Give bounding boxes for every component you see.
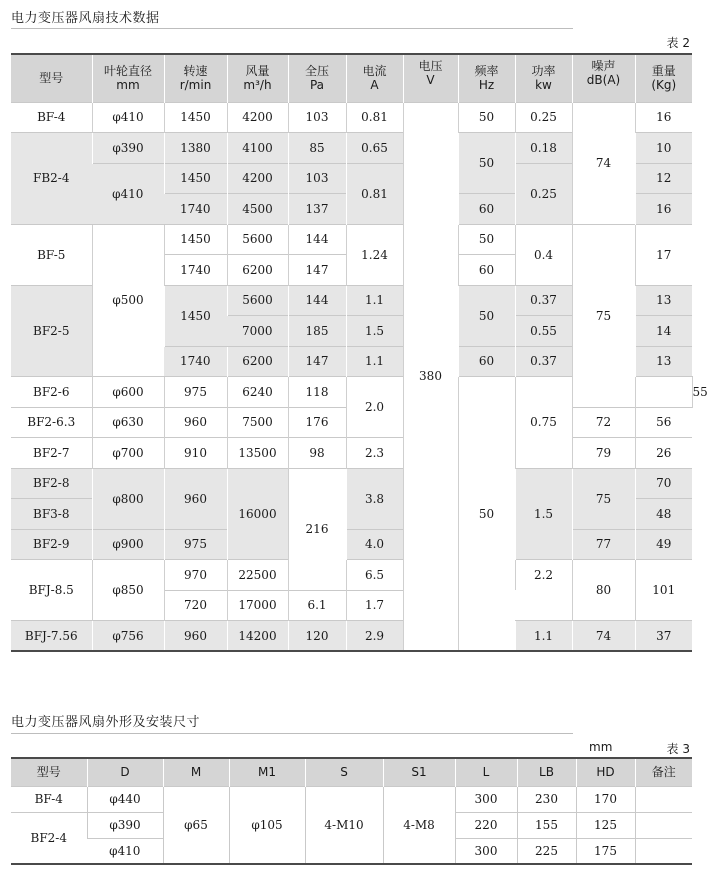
table-row	[11, 560, 692, 591]
header-weight: 重量 (Kg)	[635, 54, 692, 102]
table-row	[11, 102, 692, 133]
diameter-cell: φ600	[92, 377, 164, 408]
speed-cell: 1740	[164, 194, 227, 225]
header-frequency: 频率 Hz	[458, 54, 515, 102]
model-cell: BF2-7	[11, 438, 92, 469]
header-air-volume: 风量 m³/h	[227, 54, 288, 102]
m-cell: φ65	[163, 786, 229, 864]
header-remarks: 备注	[635, 758, 692, 786]
table-row	[11, 786, 692, 812]
speed-cell: 960	[164, 468, 227, 529]
weight-cell: 10	[635, 133, 692, 164]
model-cell: BF2-6	[11, 377, 92, 408]
air-volume-cell: 13500	[227, 438, 288, 469]
speed-cell: 1450	[164, 163, 227, 194]
noise-cell: 74	[572, 102, 635, 224]
diameter-cell: φ900	[92, 529, 164, 560]
current-cell: 2.0	[346, 377, 403, 438]
table3-title-rule	[11, 733, 573, 734]
weight-cell: 101	[635, 560, 692, 621]
header-s: S	[305, 758, 383, 786]
pressure-cell: 103	[288, 163, 346, 194]
table2-header-row	[11, 54, 692, 102]
fan-technical-data-table	[11, 53, 708, 652]
power-cell: 1.5	[515, 468, 572, 560]
frequency-cell: 50	[458, 377, 515, 652]
air-volume-cell: 6200	[227, 255, 288, 286]
pressure-cell: 147	[288, 346, 346, 377]
diameter-cell: φ630	[92, 407, 164, 438]
air-volume-cell: 7500	[227, 407, 288, 438]
lb-cell: 230	[517, 786, 576, 812]
frequency-cell: 50	[458, 102, 515, 133]
air-volume-cell: 14200	[227, 621, 288, 652]
header-noise: 噪声 dB(A)	[572, 54, 635, 102]
pressure-cell: 216	[288, 468, 346, 590]
speed-cell: 1450	[164, 102, 227, 133]
pressure-cell: 118	[288, 377, 346, 408]
table-row	[11, 468, 692, 499]
header-voltage: 电压 V	[403, 54, 458, 102]
power-cell: 1.7	[346, 590, 403, 621]
power-cell: 0.18	[515, 133, 572, 164]
air-volume-cell: 16000	[227, 468, 288, 560]
speed-cell: 1380	[164, 133, 227, 164]
weight-cell: 48	[635, 499, 692, 530]
lb-cell: 225	[517, 838, 576, 864]
speed-cell: 970	[164, 560, 227, 591]
power-cell: 0.75	[515, 377, 572, 469]
header-lb: LB	[517, 758, 576, 786]
pressure-cell: 176	[288, 407, 346, 438]
m1-cell: φ105	[229, 786, 305, 864]
speed-cell: 1450	[164, 224, 227, 255]
table-row	[11, 529, 692, 560]
model-cell: BF-5	[11, 224, 92, 285]
header-impeller-diameter: 叶轮直径 mm	[92, 54, 164, 102]
table-row: BF2-6 φ600 975 6240 118 2.0 50 0.75 55	[11, 377, 692, 408]
current-cell: 1.1	[346, 285, 403, 316]
l-cell: 220	[455, 812, 517, 838]
air-volume-cell: 22500	[227, 560, 288, 591]
model-cell: BFJ-7.56	[11, 621, 92, 652]
noise-cell	[635, 377, 692, 408]
pressure-cell: 85	[288, 133, 346, 164]
hd-cell: 170	[576, 786, 635, 812]
weight-cell: 13	[635, 285, 692, 316]
power-cell: 2.2	[515, 560, 572, 591]
l-cell: 300	[455, 838, 517, 864]
diameter-cell: φ850	[92, 560, 164, 621]
s1-cell: 4-M8	[383, 786, 455, 864]
frequency-cell: 50	[458, 133, 515, 194]
air-volume-cell: 17000	[227, 590, 288, 621]
header-d: D	[87, 758, 163, 786]
power-cell: 0.37	[515, 285, 572, 316]
header-m1: M1	[229, 758, 305, 786]
model-cell: BF-4	[11, 786, 87, 812]
frequency-cell: 50	[458, 285, 515, 346]
diameter-cell: φ800	[92, 468, 164, 529]
table3-title: 电力变压器风扇外形及安装尺寸	[11, 715, 201, 730]
weight-cell: 16	[635, 102, 692, 133]
model-cell: BF3-8	[11, 499, 92, 530]
frequency-cell: 50	[458, 224, 515, 255]
l-cell: 300	[455, 786, 517, 812]
header-speed: 转速 r/min	[164, 54, 227, 102]
header-l: L	[455, 758, 517, 786]
speed-cell: 960	[164, 407, 227, 438]
current-cell: 6.1	[288, 590, 346, 621]
remarks-cell	[635, 786, 692, 812]
current-cell: 2.9	[346, 621, 403, 652]
table-row	[11, 621, 692, 652]
speed-cell: 1740	[164, 255, 227, 286]
table3-unit: mm	[589, 740, 613, 754]
power-cell: 1.1	[515, 621, 572, 652]
header-total-pressure: 全压 Pa	[288, 54, 346, 102]
current-cell: 4.0	[346, 529, 403, 560]
model-cell: BF2-5	[11, 285, 92, 377]
current-cell: 1.1	[346, 346, 403, 377]
weight-cell: 16	[635, 194, 692, 225]
remarks-cell	[635, 838, 692, 864]
weight-cell: 56	[635, 407, 692, 438]
header-model: 型号	[11, 54, 92, 102]
pressure-cell: 144	[288, 224, 346, 255]
speed-cell: 975	[164, 377, 227, 408]
model-cell: BF2-8	[11, 468, 92, 499]
model-cell: BF2-9	[11, 529, 92, 560]
current-cell: 2.3	[346, 438, 403, 469]
weight-cell: 13	[635, 346, 692, 377]
diameter-cell: φ390	[92, 133, 164, 164]
pressure-cell: 147	[288, 255, 346, 286]
diameter-cell: φ500	[92, 224, 164, 377]
air-volume-cell: 4500	[227, 194, 288, 225]
d-cell: φ390	[87, 812, 163, 838]
header-current: 电流 A	[346, 54, 403, 102]
current-cell: 1.24	[346, 224, 403, 285]
weight-cell: 37	[635, 621, 692, 652]
pressure-cell: 120	[288, 621, 346, 652]
frequency-cell: 60	[458, 346, 515, 377]
power-cell: 0.25	[515, 163, 572, 224]
weight-cell: 26	[635, 438, 692, 469]
header-model: 型号	[11, 758, 87, 786]
weight-cell: 17	[635, 224, 692, 285]
pressure-cell: 185	[288, 316, 346, 347]
air-volume-cell: 6240	[227, 377, 288, 408]
current-cell: 0.81	[346, 163, 403, 224]
air-volume-cell: 4200	[227, 163, 288, 194]
weight-cell: 14	[635, 316, 692, 347]
air-volume-cell: 4100	[227, 133, 288, 164]
air-volume-cell: 5600	[227, 224, 288, 255]
weight-cell: 49	[635, 529, 692, 560]
weight-cell: 70	[635, 468, 692, 499]
noise-cell: 75	[572, 468, 635, 529]
power-cell: 0.4	[515, 224, 572, 285]
noise-cell: 79	[572, 438, 635, 469]
current-cell: 6.5	[346, 560, 403, 591]
pressure-cell: 98	[288, 438, 346, 469]
current-cell: 1.5	[346, 316, 403, 347]
fan-dimensions-table	[11, 757, 692, 865]
noise-cell: 80	[572, 560, 635, 621]
model-cell: BF2-6.3	[11, 407, 92, 438]
header-hd: HD	[576, 758, 635, 786]
hd-cell: 125	[576, 812, 635, 838]
table-row	[11, 438, 692, 469]
current-cell: 0.65	[346, 133, 403, 164]
power-cell: 0.37	[515, 346, 572, 377]
voltage-cell: 380	[403, 102, 458, 651]
speed-cell: 960	[164, 621, 227, 652]
speed-cell: 1450	[164, 285, 227, 346]
power-cell: 0.25	[515, 102, 572, 133]
air-volume-cell: 7000	[227, 316, 288, 347]
speed-cell: 910	[164, 438, 227, 469]
hd-cell: 175	[576, 838, 635, 864]
table2-title: 电力变压器风扇技术数据	[11, 11, 160, 26]
speed-cell: 720	[164, 590, 227, 621]
diameter-cell: φ410	[92, 102, 164, 133]
frequency-cell: 60	[458, 255, 515, 286]
model-cell: BF2-4	[11, 812, 87, 864]
current-cell: 0.81	[346, 102, 403, 133]
frequency-cell: 60	[458, 194, 515, 225]
noise-cell: 72	[572, 407, 635, 438]
pressure-cell: 103	[288, 102, 346, 133]
model-cell: BF-4	[11, 102, 92, 133]
header-s1: S1	[383, 758, 455, 786]
speed-cell: 1740	[164, 346, 227, 377]
diameter-cell: φ700	[92, 438, 164, 469]
remarks-cell	[635, 812, 692, 838]
table2-label: 表 2	[666, 36, 690, 50]
pressure-cell: 137	[288, 194, 346, 225]
diameter-cell: φ410	[92, 163, 164, 224]
table3-label: 表 3	[666, 742, 690, 756]
noise-cell: 74	[572, 621, 635, 652]
d-cell: φ440	[87, 786, 163, 812]
air-volume-cell: 6200	[227, 346, 288, 377]
header-m: M	[163, 758, 229, 786]
lb-cell: 155	[517, 812, 576, 838]
pressure-cell: 144	[288, 285, 346, 316]
table-row	[11, 224, 692, 255]
air-volume-cell: 4200	[227, 102, 288, 133]
air-volume-cell: 5600	[227, 285, 288, 316]
table3-header-row	[11, 758, 692, 786]
model-cell: FB2-4	[11, 133, 92, 225]
diameter-cell: φ756	[92, 621, 164, 652]
noise-cell: 75	[572, 224, 635, 407]
speed-cell: 975	[164, 529, 227, 560]
model-cell: BFJ-8.5	[11, 560, 92, 621]
current-cell: 3.8	[346, 468, 403, 529]
header-power: 功率 kw	[515, 54, 572, 102]
noise-cell: 77	[572, 529, 635, 560]
weight-cell: 12	[635, 163, 692, 194]
power-cell: 0.55	[515, 316, 572, 347]
d-cell: φ410	[87, 838, 163, 864]
table2-title-rule	[11, 28, 573, 29]
s-cell: 4-M10	[305, 786, 383, 864]
